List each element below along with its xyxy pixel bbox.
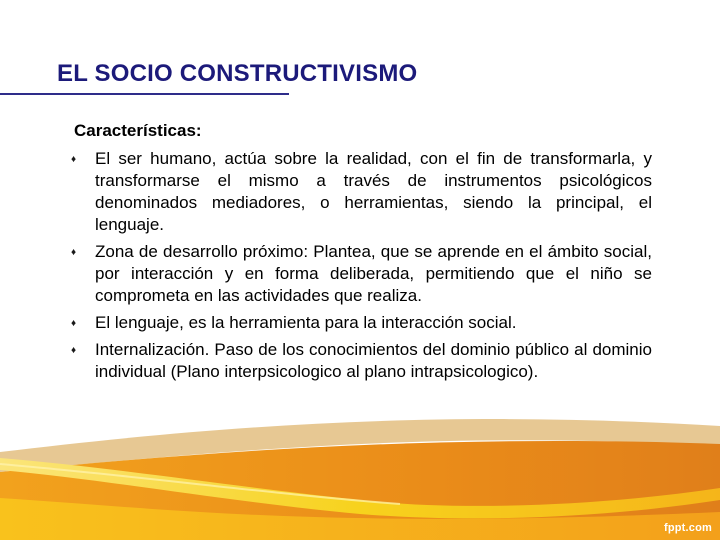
- diamond-bullet-icon: ♦: [71, 318, 77, 329]
- bullet-text: El ser humano, actúa sobre la realidad, con el fin de transformarla, y transformarse el mismo a través de instrumentos psicológicos denominados mediadores, o herramientas, siendo la principal, el lenguaje.: [95, 149, 652, 234]
- diamond-bullet-icon: ♦: [71, 247, 77, 258]
- bullet-item: [71, 148, 652, 236]
- slide-title: EL SOCIO CONSTRUCTIVISMO: [57, 60, 418, 87]
- footer-brand: fppt.com: [663, 522, 712, 534]
- diamond-bullet-icon: ♦: [71, 154, 77, 165]
- bullet-text: El lenguaje, es la herramienta para la interacción social.: [95, 313, 517, 332]
- bullet-item: [71, 339, 652, 383]
- bullet-text: Zona de desarrollo próximo: Plantea, que se aprende en el ámbito social, por interacción y en forma deliberada, permitiendo que el niño se comprometa en las actividades que realiza.: [95, 242, 652, 305]
- bullet-list: [71, 148, 652, 383]
- section-subtitle: Características:: [74, 121, 202, 140]
- slide-content: [71, 120, 652, 388]
- title-underline: [0, 93, 289, 95]
- bullet-text: Internalización. Paso de los conocimientos del dominio público al dominio individual (Plano interpsicologico al plano intrapsicologico).: [95, 340, 652, 381]
- bullet-item: [71, 312, 652, 334]
- diamond-bullet-icon: ♦: [71, 345, 77, 356]
- bullet-item: [71, 241, 652, 307]
- orange-swoosh-decoration: [0, 380, 720, 540]
